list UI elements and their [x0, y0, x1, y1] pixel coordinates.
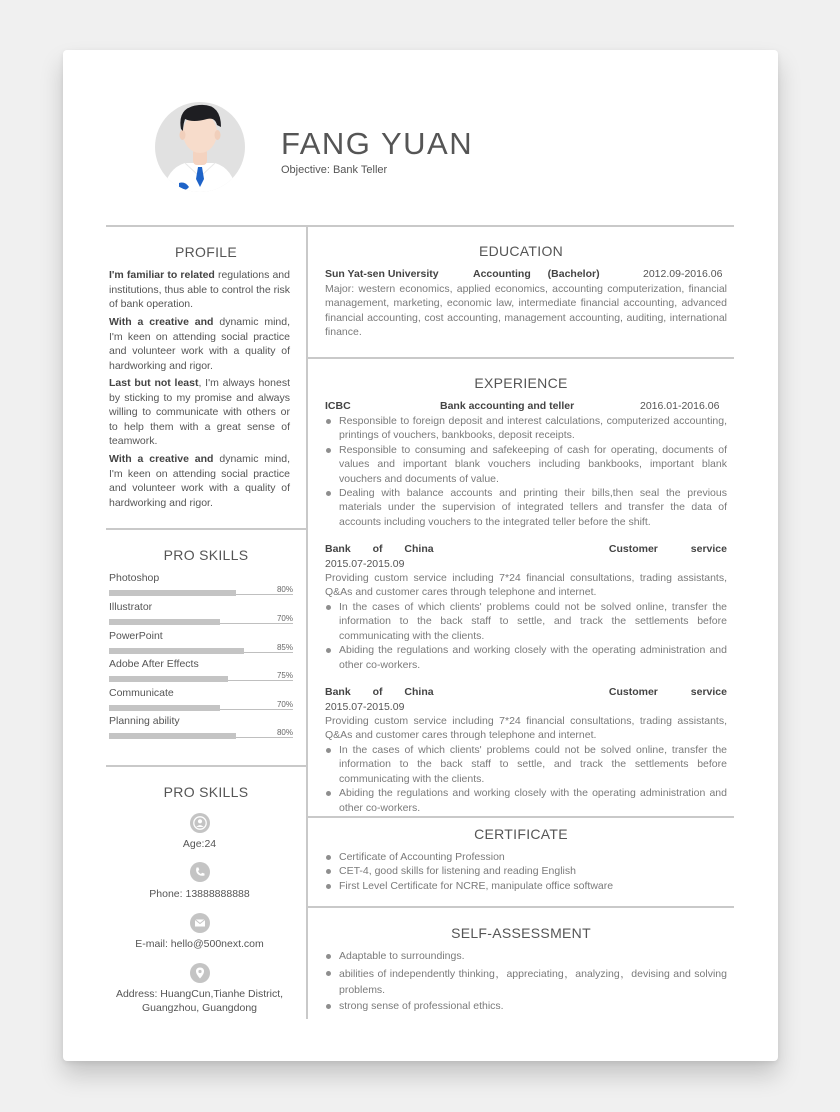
job-bullets [325, 743, 727, 815]
self-assessment-title: SELF-ASSESSMENT [451, 925, 591, 941]
skill-item [109, 715, 293, 741]
skill-percent: 80% [276, 585, 293, 594]
skill-label: Planning ability [109, 715, 180, 727]
avatar [155, 97, 245, 192]
resume-page [63, 50, 778, 1061]
right-divider-3 [308, 906, 734, 908]
skill-item [109, 601, 293, 627]
profile-paragraph: With a creative and dynamic mind, I'm keen on attending social practice and volunteer work with a quality of hardworking and rigor. [109, 316, 291, 372]
school-name: Sun Yat-sen University [325, 268, 439, 280]
right-divider-2 [308, 816, 734, 818]
job-dates: 2016.01-2016.06 [640, 400, 720, 412]
skill-label: Illustrator [109, 601, 153, 613]
skill-percent: 80% [276, 728, 293, 737]
skill-bar [109, 648, 244, 654]
job-bullets [325, 414, 727, 529]
skill-bar [109, 705, 220, 711]
skill-bar [109, 619, 220, 625]
job-header [325, 400, 727, 414]
list-item: Certificate of Accounting Profession [325, 850, 727, 864]
location-icon [190, 963, 210, 983]
phone-text: Phone: 13888888888 [149, 888, 250, 900]
person-icon [190, 813, 210, 833]
skill-percent: 85% [276, 643, 293, 652]
list-item: Responsible to consuming and safekeeping of cash for operating, documents of values and important blank vouchers including bankbooks, important blank vouchers and documents of value. [325, 443, 727, 486]
list-item: Adaptable to surroundings. [325, 949, 727, 963]
self-assessment-list [325, 949, 727, 1014]
email-text: E-mail: hello@500next.com [135, 938, 264, 950]
list-item: In the cases of which clients' problems could not be solved online, transfer the information to the back staff to settle, and track the settlements before communicating with the clients. [325, 743, 727, 786]
skill-label: Communicate [109, 687, 174, 699]
mail-icon [190, 913, 210, 933]
age-text: Age:24 [182, 838, 217, 850]
education-description: Major: western economics, applied economics, accounting computerization, financial management, marketing, economic law, intermediate financial accounting, advanced financial accounting, cost accounting, management accounting, auditing, international finance. [325, 283, 727, 339]
list-item: Dealing with balance accounts and printing their bills,then seal the previous materials under the supervision of integrated tellers and transfer the data of accounts including vouchers to the integrated teller before the shift. [325, 486, 727, 529]
skill-item [109, 572, 293, 598]
skill-item [109, 630, 293, 656]
list-item: CET-4, good skills for listening and reading English [325, 864, 727, 878]
left-divider-1 [106, 528, 306, 530]
job-role: Bank accounting and teller [440, 400, 575, 412]
job-role: Customer service [608, 543, 727, 555]
address-text: Address: HuangCun,Tianhe District, Guangzhou, Guangdong [115, 988, 284, 1014]
list-item: Responsible to foreign deposit and interest calculations, computerized accounting, printings of vouchers, bankbooks, deposit receipts. [325, 414, 727, 443]
list-item: In the cases of which clients' problems could not be solved online, transfer the information to the back staff to settle, and track the settlements before communicating with the clients. [325, 600, 727, 643]
experience-title: EXPERIENCE [474, 375, 568, 391]
skill-bar [109, 676, 228, 682]
skill-label: PowerPoint [109, 630, 163, 642]
header-divider [106, 225, 734, 227]
skill-bar [109, 590, 236, 596]
skill-percent: 70% [276, 700, 293, 709]
job-company: ICBC [325, 400, 351, 412]
list-item: Abiding the regulations and working closely with the operating administration and other co-workers. [325, 643, 727, 672]
skills-title: PRO SKILLS [163, 547, 249, 563]
job-dates: 2015.07-2015.09 [325, 701, 405, 713]
certificate-title: CERTIFICATE [474, 826, 568, 842]
skill-percent: 70% [276, 614, 293, 623]
education-header [325, 268, 727, 282]
column-divider [306, 225, 308, 1019]
skill-label: Adobe After Effects [109, 658, 199, 670]
profile-paragraph: I'm familiar to related regulations and institutions, thus able to control the risk of bank operation. [109, 269, 290, 310]
contact-title: PRO SKILLS [163, 784, 249, 800]
phone-icon [190, 862, 210, 882]
job-dates: 2015.07-2015.09 [325, 558, 405, 570]
list-item: Abiding the regulations and working closely with the operating administration and other co-workers. [325, 786, 727, 815]
profile-paragraph: Last but not least, I'm always honest by sticking to my promise and always willing to communicate with others or to help them with a great sense of teamwork. [109, 377, 290, 447]
job-summary: Providing custom service including 7*24 financial consultations, trading assistants, Q&As and customer cares through telephone and internet. [325, 715, 727, 742]
objective: Objective: Bank Teller [281, 164, 388, 176]
list-item: First Level Certificate for NCRE, manipulate office software [325, 879, 727, 893]
candidate-name: FANG YUAN [281, 126, 474, 161]
certificate-list [325, 850, 727, 893]
job-header [325, 543, 727, 557]
profile-title: PROFILE [174, 244, 237, 260]
skill-item [109, 687, 293, 713]
right-divider-1 [308, 357, 734, 359]
job-summary: Providing custom service including 7*24 financial consultations, trading assistants, Q&As and customer cares through telephone and internet. [325, 572, 727, 599]
job-header [325, 686, 727, 700]
skill-label: Photoshop [109, 572, 160, 584]
skill-item [109, 658, 293, 684]
job-company: Bank of China [325, 686, 434, 698]
education-title: EDUCATION [478, 243, 564, 259]
profile-paragraph: With a creative and dynamic mind, I'm keen on attending social practice and volunteer work with a quality of hardworking and rigor. [109, 453, 291, 509]
degree: Accounting (Bachelor) [473, 268, 600, 280]
job-bullets [325, 600, 727, 672]
list-item: abilities of independently thinking，appreciating，analyzing，devising and solving problems. [325, 966, 727, 998]
job-company: Bank of China [325, 543, 434, 555]
left-divider-2 [106, 765, 306, 767]
list-item: strong sense of professional ethics. [325, 999, 727, 1013]
skill-percent: 75% [276, 671, 293, 680]
job-role: Customer service [608, 686, 727, 698]
education-dates: 2012.09-2016.06 [643, 268, 723, 280]
skill-bar [109, 733, 236, 739]
